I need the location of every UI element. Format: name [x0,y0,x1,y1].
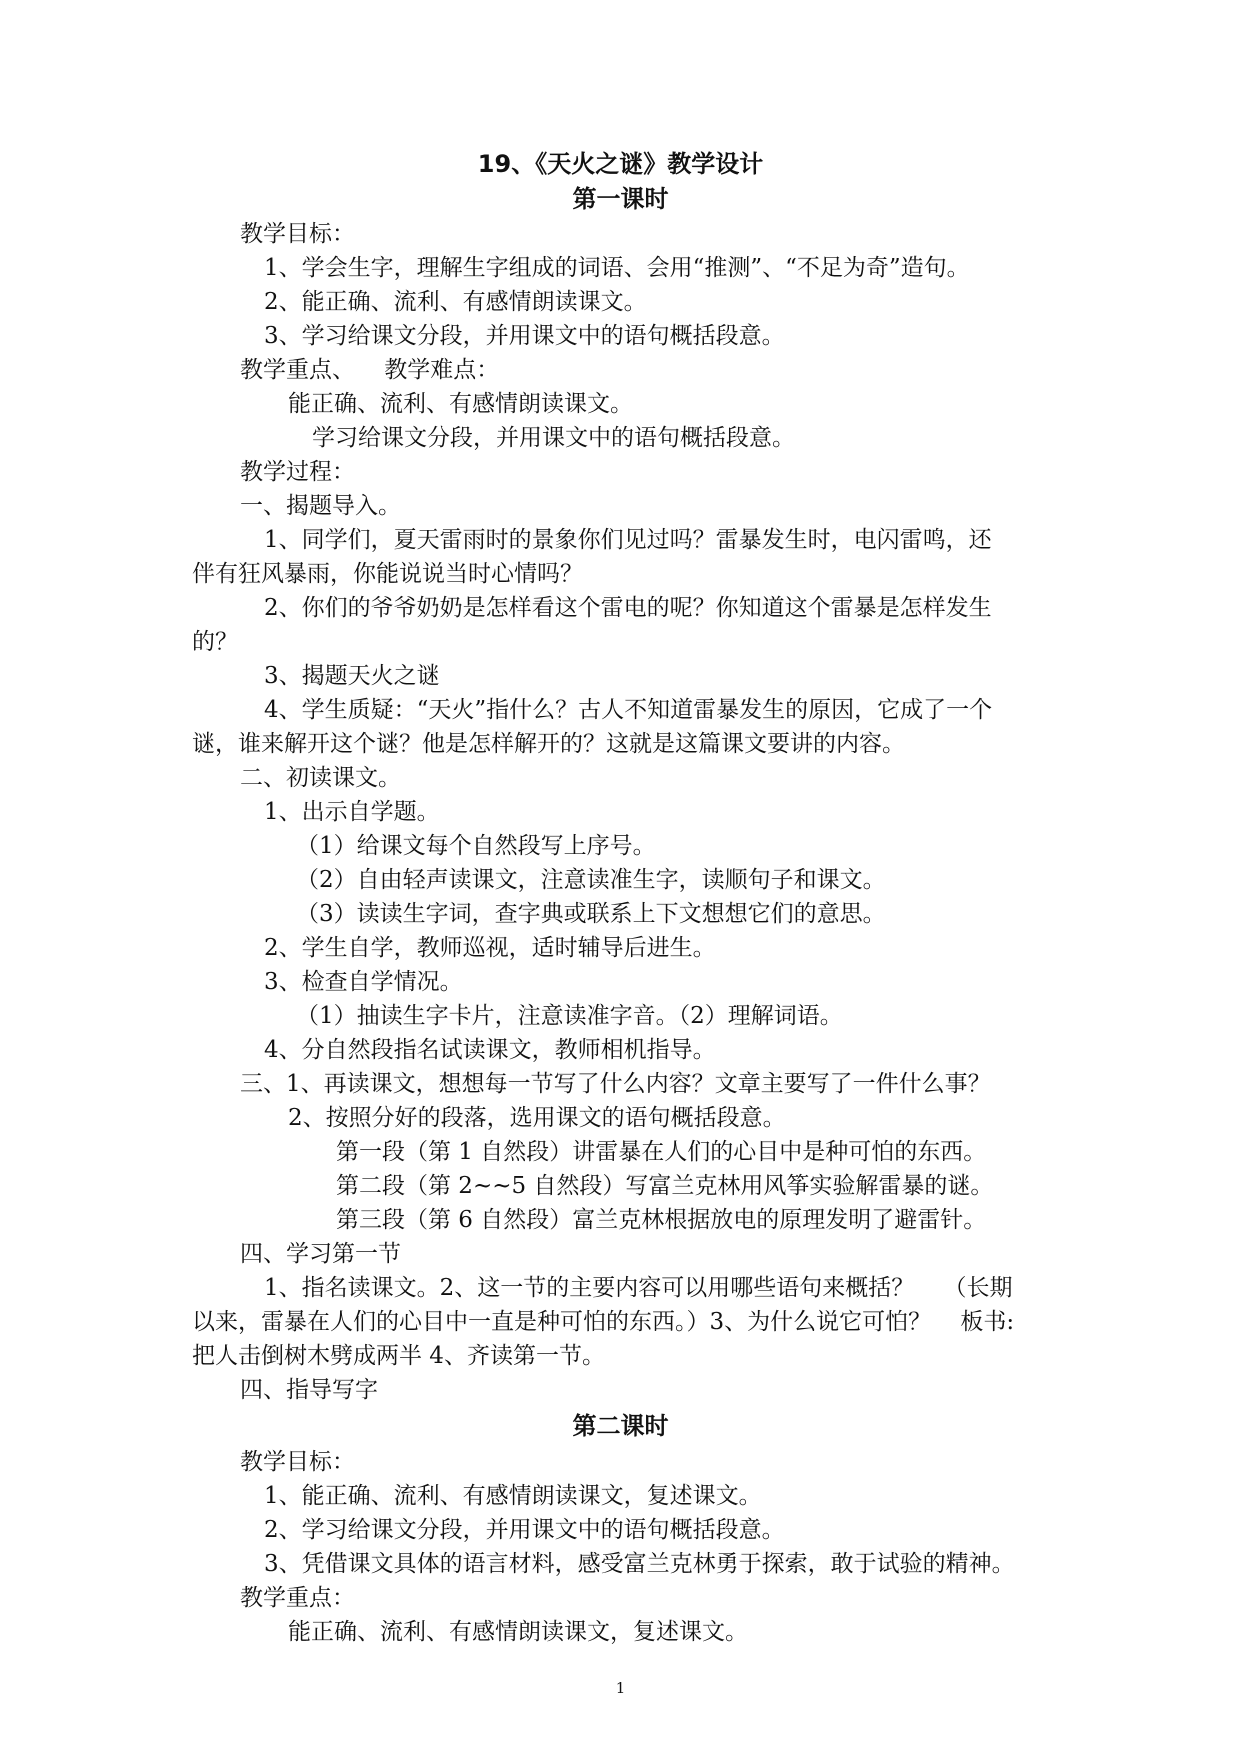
section1-item4-line2: 谜，谁来解开这个谜？他是怎样解开的？这就是这篇课文要讲的内容。 [192,731,905,757]
section2-item4: 4、分自然段指名试读课文，教师相机指导。 [264,1037,716,1063]
lesson2-key-label: 教学重点： [240,1585,355,1611]
section2-sub2: （2）自由轻声读课文，注意读准生字，读顺句子和课文。 [296,867,886,893]
lesson2-key-point: 能正确、流利、有感情朗读课文，复述课文。 [288,1619,748,1645]
section5-heading: 四、指导写字 [240,1377,378,1403]
section1-item2-line1: 2、你们的爷爷奶奶是怎样看这个雷电的呢？你知道这个雷暴是怎样发生 [264,595,992,621]
page-number: 1 [615,1679,626,1697]
lesson1-objective-3: 3、学习给课文分段，并用课文中的语句概括段意。 [264,323,785,349]
section3-para3: 第三段（第 6 自然段）富兰克林根据放电的原理发明了避雷针。 [336,1207,987,1233]
section3-item2: 2、按照分好的段落，选用课文的语句概括段意。 [288,1105,786,1131]
document-title: 19、《天火之谜》教学设计 [477,150,764,178]
lesson1-difficult-point: 学习给课文分段，并用课文中的语句概括段意。 [312,425,795,451]
section2-heading: 二、初读课文。 [240,765,401,791]
lesson2-objective-1: 1、能正确、流利、有感情朗读课文，复述课文。 [264,1483,762,1509]
lesson1-key-difficult-label: 教学重点、 教学难点： [240,357,500,383]
section1-item4-line1: 4、学生质疑：“天火”指什么？古人不知道雷暴发生的原因，它成了一个 [264,697,993,723]
section4-line3: 把人击倒树木劈成两半 4、齐读第一节。 [192,1343,605,1369]
section2-item2: 2、学生自学，教师巡视，适时辅导后进生。 [264,935,716,961]
lesson1-objectives-label: 教学目标： [240,221,355,247]
section4-line1: 1、指名读课文。2、这一节的主要内容可以用哪些语句来概括？ （长期 [264,1275,1013,1301]
lesson1-process-label: 教学过程： [240,459,355,485]
section4-heading: 四、学习第一节 [240,1241,401,1267]
section3-para2: 第二段（第 2~~5 自然段）写富兰克林用风筝实验解雷暴的谜。 [336,1173,994,1199]
section1-item1-line2: 伴有狂风暴雨，你能说说当时心情吗？ [192,561,583,587]
lesson1-objective-2: 2、能正确、流利、有感情朗读课文。 [264,289,647,315]
section3-item1: 三、1、再读课文，想想每一节写了什么内容？文章主要写了一件什么事？ [240,1071,991,1097]
section2-item3: 3、检查自学情况。 [264,969,463,995]
section2-sub4: （1）抽读生字卡片，注意读准字音。（2）理解词语。 [296,1003,843,1029]
section1-item2-line2: 的？ [192,629,238,655]
section3-para1: 第一段（第 1 自然段）讲雷暴在人们的心目中是种可怕的东西。 [336,1139,987,1165]
section2-sub3: （3）读读生字词，查字典或联系上下文想想它们的意思。 [296,901,886,927]
section1-item3: 3、揭题天火之谜 [264,663,440,689]
section1-item1-line1: 1、同学们，夏天雷雨时的景象你们见过吗？雷暴发生时，电闪雷鸣，还 [264,527,992,553]
lesson2-objective-2: 2、学习给课文分段，并用课文中的语句概括段意。 [264,1517,785,1543]
section2-item1: 1、出示自学题。 [264,799,440,825]
lesson2-heading: 第二课时 [572,1412,669,1440]
section4-line2: 以来，雷暴在人们的心目中一直是种可怕的东西。）3、为什么说它可怕？ 板书: [192,1309,1015,1335]
lesson2-objective-3: 3、凭借课文具体的语言材料，感受富兰克林勇于探索，敢于试验的精神。 [264,1551,1015,1577]
lesson1-key-point: 能正确、流利、有感情朗读课文。 [288,391,633,417]
lesson1-objective-1: 1、学会生字，理解生字组成的词语、会用“推测”、“不足为奇”造句。 [264,255,970,281]
section1-heading: 一、揭题导入。 [240,493,401,519]
section2-sub1: （1）给课文每个自然段写上序号。 [296,833,656,859]
lesson2-objectives-label: 教学目标： [240,1449,355,1475]
lesson1-heading: 第一课时 [572,185,669,213]
